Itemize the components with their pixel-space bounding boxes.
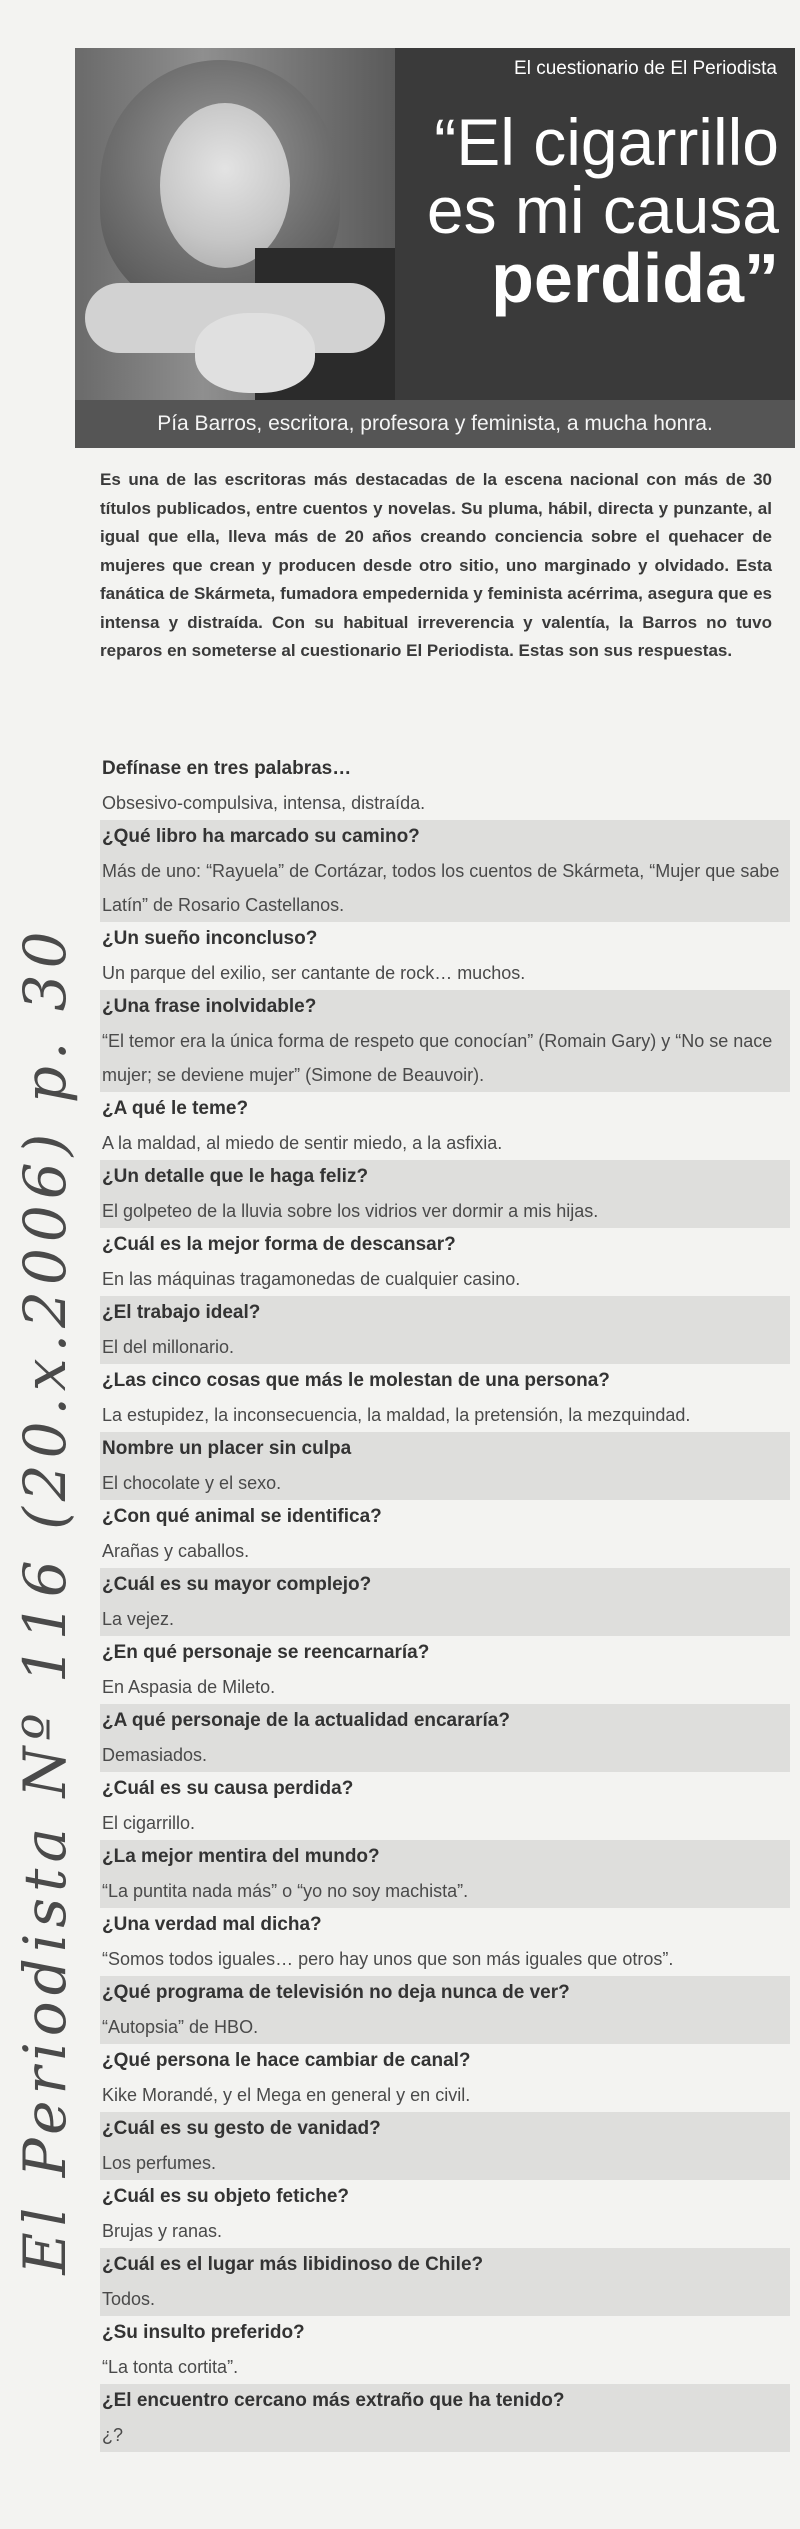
question: ¿Cuál es la mejor forma de descansar?: [102, 1234, 456, 1255]
answer: Demasiados.: [100, 1738, 790, 1772]
qa-item: [100, 1364, 790, 1432]
answer: A la maldad, al miedo de sentir miedo, a la asfixia.: [102, 1133, 503, 1153]
question: ¿Un sueño inconcluso?: [102, 928, 318, 949]
answer: “El temor era la única forma de respeto que conocían” (Romain Gary) y “No se nace mujer; se deviene mujer” (Simone de Beauvoir).: [100, 1024, 790, 1092]
question: ¿Las cinco cosas que más le molestan de una persona?: [102, 1370, 610, 1391]
question: ¿Cuál es su mayor complejo?: [100, 1568, 790, 1602]
headline: [379, 105, 779, 317]
answer: Arañas y caballos.: [102, 1541, 250, 1561]
qa-item: [100, 2112, 790, 2180]
qa-item: [100, 2248, 790, 2316]
question: ¿A qué le teme?: [102, 1098, 249, 1119]
answer: Obsesivo-compulsiva, intensa, distraída.: [102, 793, 426, 813]
question: ¿Qué programa de televisión no deja nunca de ver?: [100, 1976, 790, 2010]
qa-item: [100, 990, 790, 1092]
question: ¿El trabajo ideal?: [100, 1296, 790, 1330]
qa-item: [100, 2384, 790, 2452]
qa-item: [100, 1160, 790, 1228]
qa-item: [100, 1704, 790, 1772]
qa-item: [100, 1500, 790, 1568]
question: ¿Cuál es su gesto de vanidad?: [100, 2112, 790, 2146]
questionnaire: [100, 752, 790, 2452]
question: Defínase en tres palabras…: [102, 758, 352, 779]
qa-item: [100, 1568, 790, 1636]
question: ¿Qué libro ha marcado su camino?: [100, 820, 790, 854]
answer: El del millonario.: [100, 1330, 790, 1364]
answer: La vejez.: [100, 1602, 790, 1636]
answer: Brujas y ranas.: [102, 2221, 223, 2241]
question: ¿La mejor mentira del mundo?: [100, 1840, 790, 1874]
answer: El chocolate y el sexo.: [100, 1466, 790, 1500]
qa-item: [100, 1228, 790, 1296]
qa-item: [100, 1636, 790, 1704]
answer: Más de uno: “Rayuela” de Cortázar, todos los cuentos de Skármeta, “Mujer que sabe Latín” de Rosario Castellanos.: [100, 854, 790, 922]
question: ¿Con qué animal se identifica?: [102, 1506, 382, 1527]
headline-line-2: es mi causa: [426, 173, 779, 247]
qa-item: [100, 1976, 790, 2044]
answer: Un parque del exilio, ser cantante de rock… muchos.: [102, 963, 526, 983]
photo-hand: [195, 313, 315, 393]
qa-item: [100, 1092, 790, 1160]
question: ¿Su insulto preferido?: [102, 2322, 305, 2343]
answer: Todos.: [100, 2282, 790, 2316]
answer: “La tonta cortita”.: [102, 2357, 239, 2377]
qa-item: [100, 1296, 790, 1364]
question: ¿Un detalle que le haga feliz?: [100, 1160, 790, 1194]
question: ¿El encuentro cercano más extraño que ha tenido?: [100, 2384, 790, 2418]
qa-item: [100, 1432, 790, 1500]
photo-face: [160, 103, 290, 268]
answer: Kike Morandé, y el Mega en general y en civil.: [102, 2085, 471, 2105]
qa-item: [100, 1772, 790, 1840]
qa-item: [100, 1840, 790, 1908]
answer: En las máquinas tragamonedas de cualquier casino.: [102, 1269, 521, 1289]
question: Nombre un placer sin culpa: [100, 1432, 790, 1466]
question: ¿Qué persona le hace cambiar de canal?: [102, 2050, 471, 2071]
qa-item: [100, 2044, 790, 2112]
question: ¿Una frase inolvidable?: [100, 990, 790, 1024]
author-photo: [75, 48, 395, 400]
qa-item: [100, 752, 790, 820]
headline-line-1: “El cigarrillo: [434, 105, 779, 179]
section-kicker: El cuestionario de El Periodista: [514, 58, 777, 79]
question: ¿En qué personaje se reencarnaría?: [102, 1642, 430, 1663]
answer: “La puntita nada más” o “yo no soy machista”.: [100, 1874, 790, 1908]
question: ¿Cuál es su causa perdida?: [102, 1778, 354, 1799]
question: ¿Cuál es el lugar más libidinoso de Chile?: [100, 2248, 790, 2282]
qa-item: [100, 1908, 790, 1976]
intro-paragraph: Es una de las escritoras más destacadas de la escena nacional con más de 30 títulos publicados, entre cuentos y novelas. Su pluma, hábil, directa y punzante, al igual que ella, lleva más de 20 años creando conciencia sobre el quehacer de mujeres que crean y producen desde otro sitio, uno marginado y olvidado. Esta fanática de Skármeta, fumadora empedernida y feminista acérrima, asegura que es intensa y distraída. Con su habitual irreverencia y valentía, la Barros no tuvo reparos en someterse al cuestionario El Periodista. Estas son sus respuestas.: [100, 470, 772, 660]
qa-item: [100, 2316, 790, 2384]
answer: El golpeteo de la lluvia sobre los vidrios ver dormir a mis hijas.: [100, 1194, 790, 1228]
handwritten-margin-note: [10, 860, 80, 2340]
question: ¿Una verdad mal dicha?: [102, 1914, 322, 1935]
answer: Los perfumes.: [100, 2146, 790, 2180]
article-header: [75, 48, 795, 400]
qa-item: [100, 2180, 790, 2248]
photo-caption: Pía Barros, escritora, profesora y feminista, a mucha honra.: [75, 400, 795, 448]
qa-item: [100, 820, 790, 922]
answer: En Aspasia de Mileto.: [102, 1677, 276, 1697]
question: ¿A qué personaje de la actualidad encararía?: [100, 1704, 790, 1738]
answer: “Autopsia” de HBO.: [100, 2010, 790, 2044]
answer: El cigarrillo.: [102, 1813, 196, 1833]
margin-note-text: El Periodista Nº 116 (20.x.2006) p. 30: [11, 925, 79, 2275]
headline-line-3: perdida”: [491, 239, 779, 317]
qa-item: [100, 922, 790, 990]
answer: ¿?: [100, 2418, 790, 2452]
answer: “Somos todos iguales… pero hay unos que son más iguales que otros”.: [102, 1949, 674, 1969]
answer: La estupidez, la inconsecuencia, la maldad, la pretensión, la mezquindad.: [102, 1405, 691, 1425]
question: ¿Cuál es su objeto fetiche?: [102, 2186, 350, 2207]
